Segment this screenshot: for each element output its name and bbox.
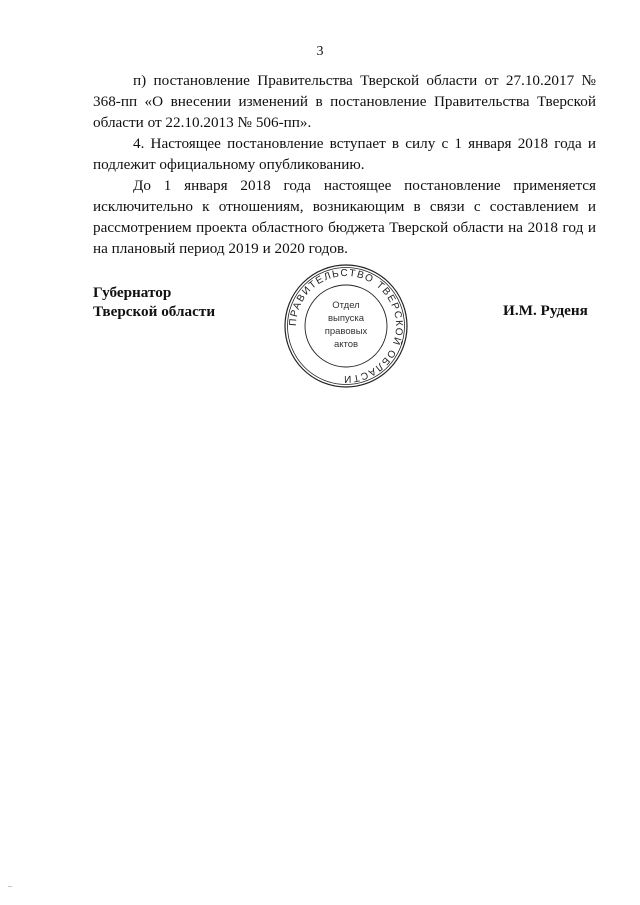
seal-inner-line-4: актов: [333, 339, 359, 350]
paragraph-applicability: До 1 января 2018 года настоящее постановление применяется исключительно к отношениям, возникающим в связи с составлением и рассмотрением проекта областного бюджета Тверской области на 2018 год и на плановый период 2019 и 2020 годов.: [93, 177, 596, 257]
signatory-title-line2: Тверской области: [93, 303, 216, 320]
seal-inner-line-2: выпуска: [327, 313, 365, 324]
signatory-title-line1: Губернатор: [93, 284, 172, 301]
official-seal: [282, 262, 410, 390]
seal-inner-line-3: правовых: [324, 326, 368, 337]
seal-ring-text: ПРАВИТЕЛЬСТВО ТВЕРСКОЙ ОБЛАСТИ: [287, 267, 405, 385]
margin-mark: ..: [8, 880, 12, 889]
document-body: [93, 70, 596, 259]
seal-inner-line-1: Отдел: [332, 300, 360, 311]
paragraph-clause-4: 4. Настоящее постановление вступает в силу с 1 января 2018 года и подлежит официальному опубликованию.: [93, 135, 596, 173]
signatory-name: И.М. Руденя: [503, 302, 588, 319]
paragraph-item-p: п) постановление Правительства Тверской области от 27.10.2017 № 368-пп «О внесении изменений в постановление Правительства Тверской области от 22.10.2013 № 506-пп».: [93, 72, 596, 131]
signatory-title: [93, 283, 215, 321]
page-number: 3: [316, 44, 324, 59]
